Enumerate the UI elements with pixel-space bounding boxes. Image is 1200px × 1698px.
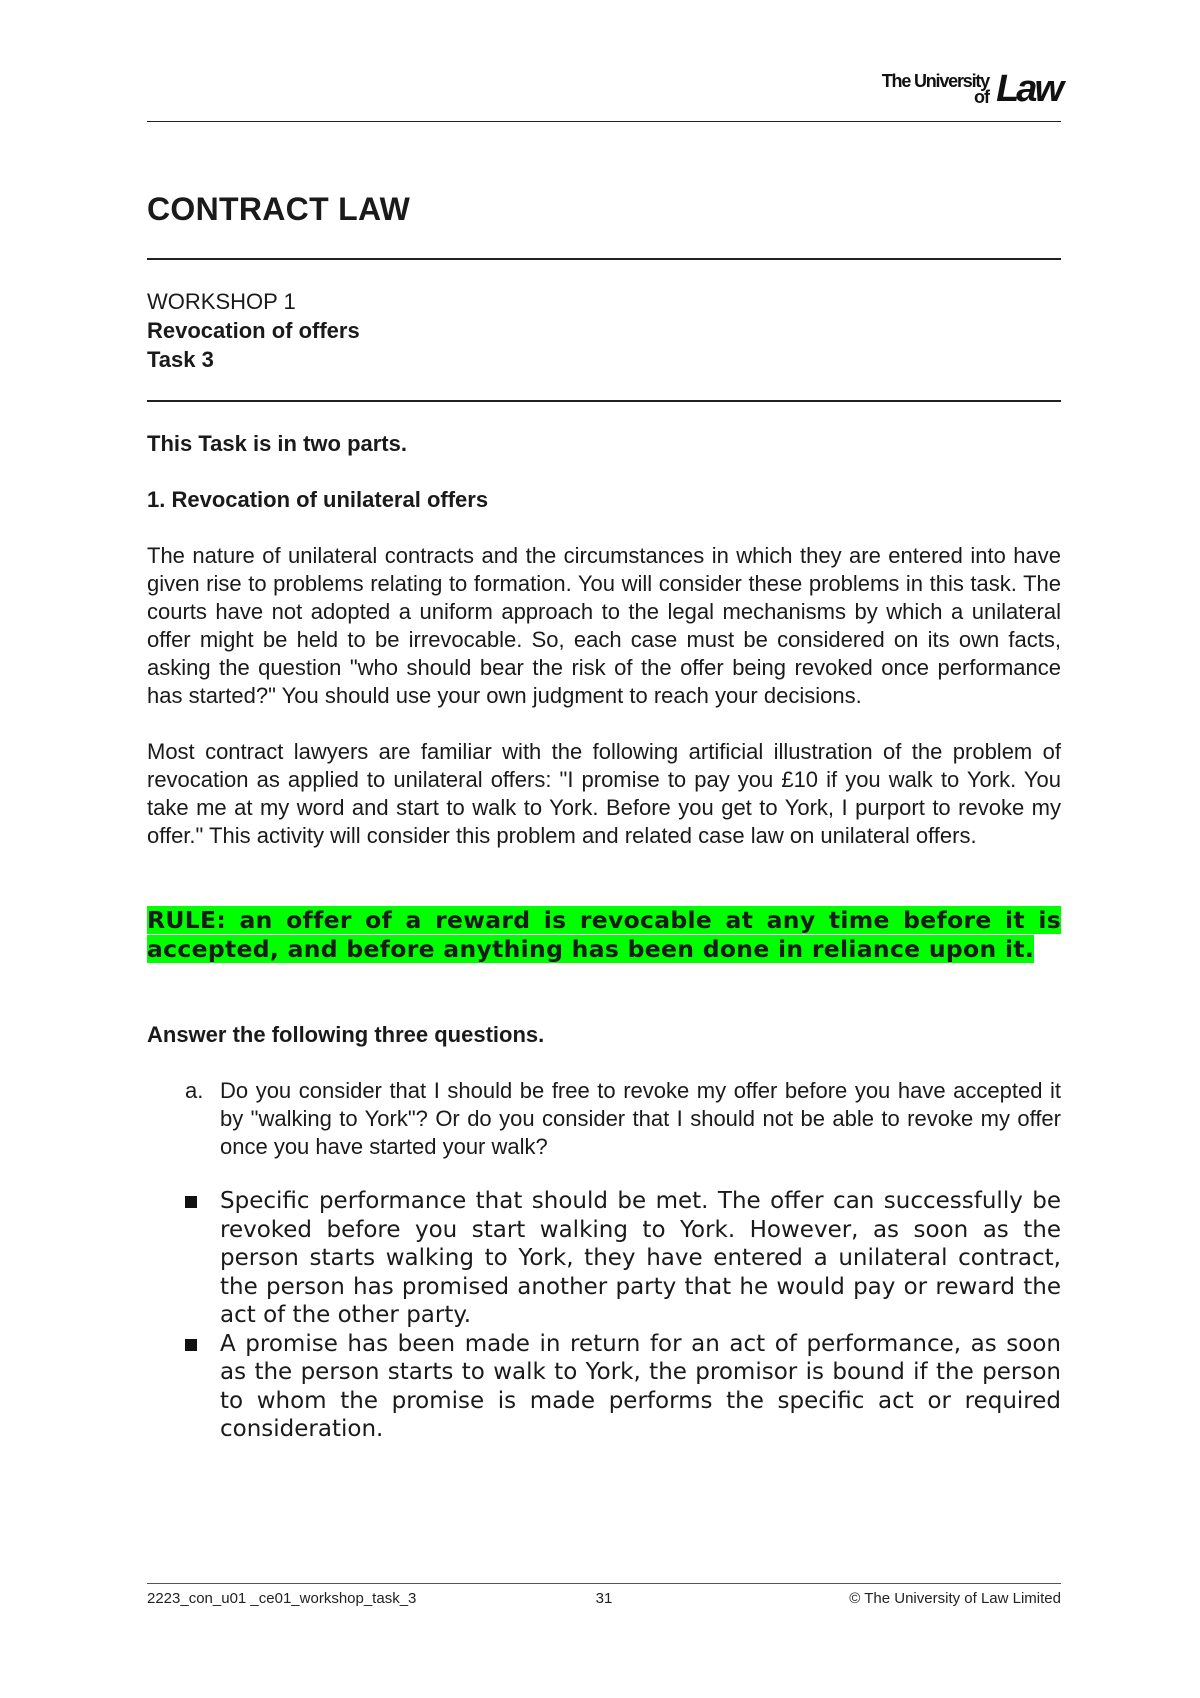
university-logo xyxy=(851,66,1061,110)
paragraph-1: The nature of unilateral contracts and the circumstances in which they are entered into have given rise to problems relating to formation. You will consider these problems in this task. The courts have not adopted a uniform approach to the legal mechanisms by which a unilateral offer might be held to be irrevocable. So, each case must be considered on its own facts, asking the question "who should bear the risk of the offer being revoked once performance has started?" You should use your own judgment to reach your decisions. xyxy=(147,543,1061,708)
copyright-text: © The University of Law Limited xyxy=(849,1590,1061,1607)
title-divider xyxy=(147,258,1061,260)
workshop-topic: Revocation of offers xyxy=(147,318,360,343)
paragraph-2: Most contract lawyers are familiar with the following artificial illustration of the problem of revocation as applied to unilateral offers: "I promise to pay you £10 if you walk to York. You take me at my word and start to walk to York. Before you get to York, I purport to revoke my offer." This activity will consider this problem and related case law on unilateral offers. xyxy=(147,739,1061,848)
square-bullet-icon xyxy=(147,1187,220,1330)
answer-text: Specific performance that should be met. The offer can successfully be revoked before you start walking to York. However, as soon as the person starts walking to York, they have entered a unilateral contract, the person has promised another party that he would pay or reward the act of the other party. xyxy=(220,1188,1061,1328)
question-text: Do you consider that I should be free to revoke my offer before you have accepted it by "walking to York"? Or do you consider that I should not be able to revoke my offer once you have started your walk? xyxy=(220,1078,1061,1159)
footer-divider xyxy=(147,1583,1061,1584)
section-divider xyxy=(147,400,1061,402)
page-number: 31 xyxy=(595,1590,613,1607)
square-bullet-icon xyxy=(147,1330,220,1444)
question-a xyxy=(147,1077,1061,1161)
document-code: 2223_con_u01 _ce01_workshop_task_3 xyxy=(147,1590,417,1607)
instruction-text: Answer the following three questions. xyxy=(147,1022,545,1047)
logo-line-2: of xyxy=(974,87,989,107)
list-item xyxy=(147,1330,1061,1444)
list-item xyxy=(147,1187,1061,1330)
workshop-info xyxy=(147,287,360,374)
intro-text: This Task is in two parts. xyxy=(147,431,407,456)
logo-line-1: The University xyxy=(881,71,989,91)
rule-highlight xyxy=(147,906,1061,964)
rule-text: RULE: an offer of a reward is revocable at any time before it is accepted, and before anything has been done in reliance upon it. xyxy=(147,906,1061,963)
workshop-task: Task 3 xyxy=(147,347,214,372)
workshop-label: WORKSHOP 1 xyxy=(147,289,296,314)
document-body xyxy=(147,430,1061,1444)
answer-text: A promise has been made in return for an act of performance, as soon as the person starts to walk to York, the promisor is bound if the person to whom the promise is made performs the specific act or required consideration. xyxy=(220,1330,1061,1442)
logo-line-3: Law xyxy=(996,68,1061,110)
section-heading: 1. Revocation of unilateral offers xyxy=(147,487,489,512)
question-marker: a. xyxy=(185,1078,204,1103)
page-title: CONTRACT LAW xyxy=(147,191,411,227)
header-divider xyxy=(147,121,1061,122)
answer-list xyxy=(147,1187,1061,1444)
